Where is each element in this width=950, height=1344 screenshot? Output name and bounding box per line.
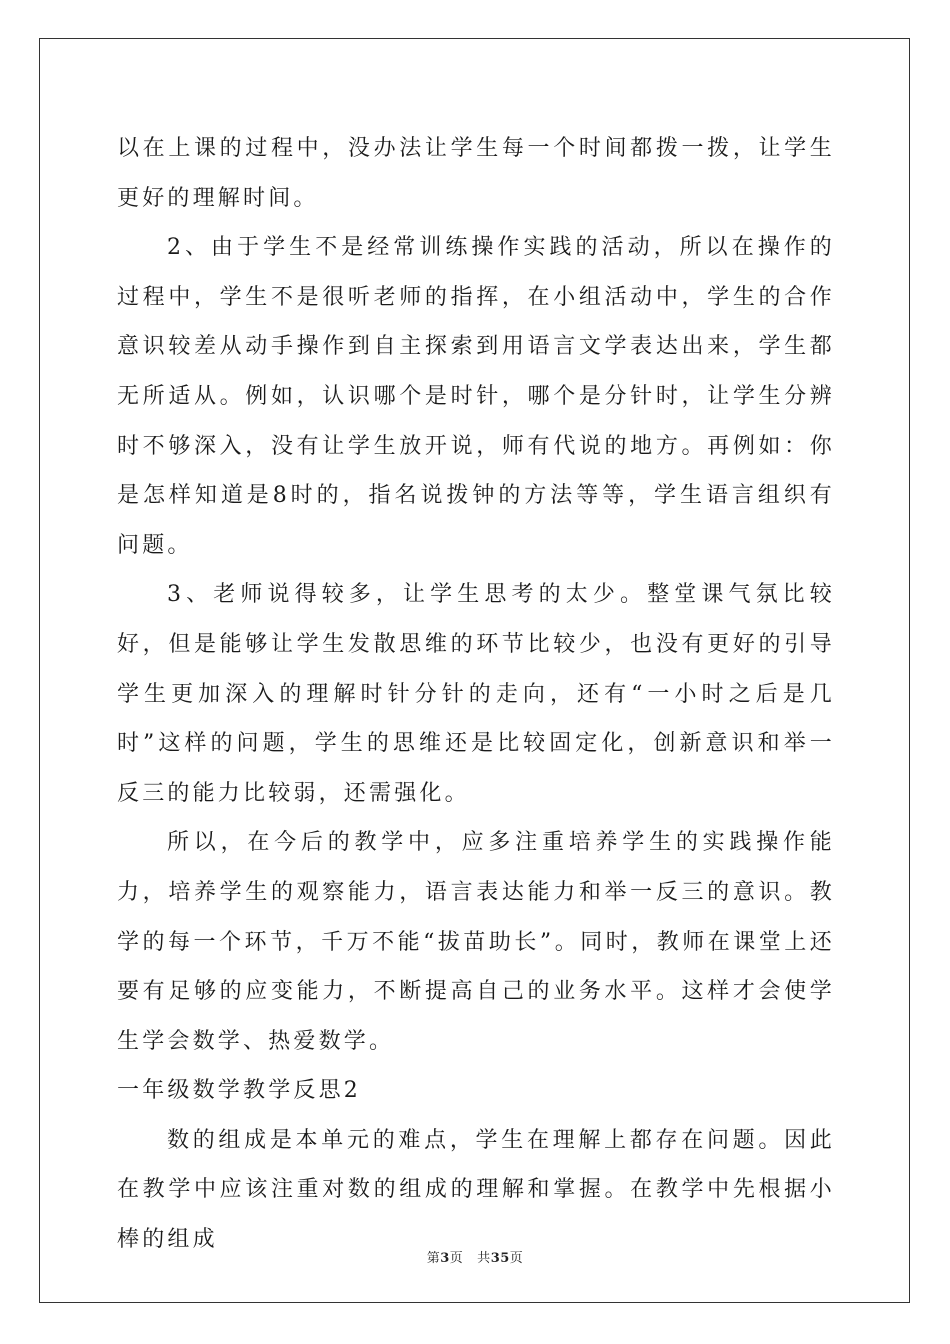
footer-current-page: 3 xyxy=(440,1251,450,1266)
paragraph-point-3: 3、老师说得较多，让学生思考的太少。整堂课气氛比较好，但是能够让学生发散思维的环节比较少，也没有更好的引导学生更加深入的理解时针分针的走向，还有“一小时之后是几时”这样的问题，学生的思维还是比较固定化，创新意识和举一反三的能力比较弱，还需强化。 xyxy=(117,582,835,806)
paragraph-conclusion: 所以，在今后的教学中，应多注重培养学生的实践操作能力，培养学生的观察能力，语言表达能力和举一反三的意识。教学的每一个环节，千万不能“拔苗助长”。同时，教师在课堂上还要有足够的应变能力，不断提高自己的业务水平。这样才会使学生学会数学、热爱数学。 xyxy=(117,830,835,1054)
page-footer xyxy=(0,1247,950,1266)
footer-total-pages: 35 xyxy=(490,1251,510,1266)
section-title: 一年级数学教学反思2 xyxy=(117,1078,361,1104)
footer-prefix: 第 xyxy=(426,1251,441,1266)
footer-page-unit: 页 xyxy=(449,1251,464,1266)
footer-total-prefix: 共 xyxy=(477,1251,491,1266)
paragraph-section-intro: 数的组成是本单元的难点，学生在理解上都存在问题。因此在教学中应该注重对数的组成的理解和掌握。在教学中先根据小棒的组成 xyxy=(117,1127,835,1253)
paragraph-point-2: 2、由于学生不是经常训练操作实践的活动，所以在操作的过程中，学生不是很听老师的指挥，在小组活动中，学生的合作意识较差从动手操作到自主探索到用语言文学表达出来，学生都无所适从。例如，认识哪个是时针，哪个是分针时，让学生分辨时不够深入，没有让学生放开说，师有代说的地方。再例如：你是怎样知道是8时的，指名说拨钟的方法等等，学生语言组织有问题。 xyxy=(117,235,835,558)
paragraph-continued: 以在上课的过程中，没办法让学生每一个时间都拨一拨，让学生更好的理解时间。 xyxy=(117,136,835,211)
footer-total-unit: 页 xyxy=(509,1251,524,1266)
document-body xyxy=(117,124,835,1265)
